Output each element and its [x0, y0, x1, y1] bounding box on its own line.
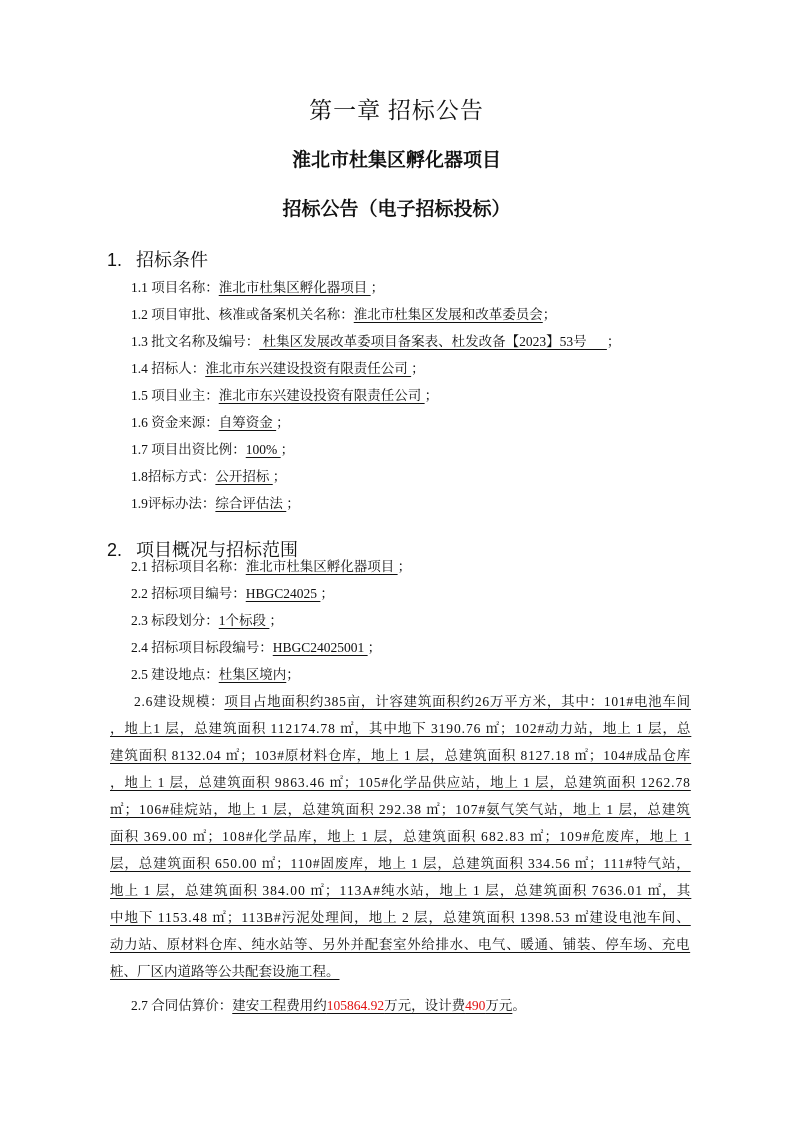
- scale-line: ，地上1 层，总建筑面积 112174.78 ㎡，其中地下 3190.76 ㎡；102#动力站，地上 1 层，总: [110, 721, 692, 736]
- item-1-2: [131, 306, 556, 324]
- item-value: 淮北市东兴建设投资有限责任公司: [205, 361, 412, 376]
- item-label: 1.6 资金来源：: [131, 415, 219, 430]
- item-1-4: [131, 360, 425, 378]
- item-label: 1.4 招标人：: [131, 361, 206, 376]
- scale-line: 地上 1 层，总建筑面积 384.00 ㎡；113A#纯水站，地上 1 层，总建筑面积 7636.01 ㎡，其: [110, 883, 692, 898]
- item-end: ；: [269, 613, 283, 628]
- item-1-9: [131, 495, 300, 513]
- item-end: ；: [424, 388, 439, 403]
- item-label: 2.7 合同估算价：: [131, 998, 233, 1013]
- item-label: 1.8招标方式：: [131, 469, 216, 484]
- item-value: 1个标段: [218, 613, 270, 628]
- price-unit: 万元: [485, 998, 513, 1013]
- item-2-1: [131, 558, 411, 576]
- item-end: ；: [370, 280, 385, 295]
- construction-cost-amount: 105864.92: [326, 998, 385, 1013]
- item-end: ；: [320, 586, 334, 601]
- section-1-number: 1.: [107, 250, 123, 270]
- item-1-8: [131, 468, 286, 486]
- item-value: HBGC24025: [245, 586, 321, 601]
- item-label: 2.2 招标项目编号：: [131, 586, 246, 601]
- scale-line: 面积 369.00 ㎡；108#化学品库，地上 1 层，总建筑面积 682.83 ㎡；109#危废库，地上 1: [110, 829, 692, 844]
- item-end: ；: [606, 334, 621, 349]
- item-1-5: [131, 387, 438, 405]
- scale-line: [134, 693, 691, 711]
- item-value: 淮北市杜集区孵化器项目: [245, 559, 398, 574]
- scale-line: 层，总建筑面积 650.00 ㎡；110#固废库，地上 1 层，总建筑面积 334.56 ㎡；111#特气站，: [110, 856, 691, 871]
- chapter-title: 第一章 招标公告: [309, 98, 484, 123]
- item-2-2: [131, 585, 334, 603]
- item-1-6: [131, 414, 290, 432]
- scale-label: 2.6建设规模：: [134, 694, 225, 709]
- price-unit: 万元，设计费: [384, 998, 466, 1013]
- item-end: ；: [411, 361, 425, 376]
- item-end: ；: [397, 559, 412, 574]
- project-title: 淮北市杜集区孵化器项目: [291, 150, 501, 171]
- section-1-heading: [107, 246, 208, 272]
- scale-text: 项目占地面积约385亩，计容建筑面积约26万平方米，其中：101#电池车间: [224, 694, 691, 709]
- item-1-7: [131, 441, 294, 459]
- item-end: ；: [272, 469, 287, 484]
- item-label: 1.7 项目出资比例：: [131, 442, 246, 457]
- item-value: 淮北市杜集区发展和改革委员会: [353, 307, 543, 322]
- item-1-1: [131, 279, 384, 297]
- scale-line: ，地上 1 层，总建筑面积 9863.46 ㎡；105#化学品供应站，地上 1 层，总建筑面积 1262.78: [110, 775, 691, 790]
- price-prefix: 建安工程费用约: [232, 998, 327, 1013]
- item-label: 1.1 项目名称：: [131, 280, 219, 295]
- item-value: 淮北市东兴建设投资有限责任公司: [218, 388, 425, 403]
- item-value: 杜集区发展改革委项目备案表、杜发改备【2023】53号: [259, 334, 607, 349]
- item-2-7-contract-price: [131, 997, 526, 1015]
- scale-line: 中地下 1153.48 ㎡；113B#污泥处理间，地上 2 层，总建筑面积 1398.53 ㎡建设电池车间、: [110, 910, 691, 925]
- item-value: 自筹资金: [218, 415, 277, 430]
- item-end: ；: [276, 415, 290, 430]
- item-value: 100%: [245, 442, 281, 457]
- item-end: 。: [512, 998, 526, 1013]
- item-value: 公开招标: [215, 469, 273, 484]
- section-2-title: 项目概况与招标范围: [136, 540, 298, 560]
- design-fee-amount: 490: [465, 998, 486, 1013]
- item-end: ；: [542, 307, 557, 322]
- price-value: [232, 998, 512, 1013]
- item-label: 1.5 项目业主：: [131, 388, 219, 403]
- section-1-title: 招标条件: [136, 250, 208, 270]
- item-end: ；: [280, 442, 295, 457]
- item-label: 1.3 批文名称及编号：: [131, 334, 260, 349]
- item-label: 1.9评标办法：: [131, 496, 216, 511]
- item-end: ；: [286, 667, 300, 682]
- item-value: 综合评估法: [215, 496, 287, 511]
- item-end: ；: [286, 496, 300, 511]
- item-label: 2.1 招标项目名称：: [131, 559, 246, 574]
- section-2-number: 2.: [107, 540, 123, 560]
- item-label: 2.3 标段划分：: [131, 613, 219, 628]
- scale-line: 动力站、原材料仓库、纯水站等、另外并配套室外给排水、电气、暖通、铺装、停车场、充电: [110, 937, 691, 952]
- item-end: ；: [367, 640, 382, 655]
- item-1-3: [131, 333, 620, 351]
- item-2-4: [131, 639, 381, 657]
- scale-line: 建筑面积 8132.04 ㎡；103#原材料仓库，地上 1 层，总建筑面积 8127.18 ㎡；104#成品仓库: [110, 748, 692, 763]
- item-label: 1.2 项目审批、核准或备案机关名称：: [131, 307, 354, 322]
- item-label: 2.5 建设地点：: [131, 667, 219, 682]
- notice-title: 招标公告（电子招标投标）: [282, 199, 511, 220]
- item-value: HBGC24025001: [272, 640, 368, 655]
- scale-line: ㎡；106#硅烷站，地上 1 层，总建筑面积 292.38 ㎡；107#氨气笑气站，地上 1 层，总建筑: [110, 802, 691, 817]
- item-label: 2.4 招标项目标段编号：: [131, 640, 273, 655]
- item-value: 淮北市杜集区孵化器项目: [218, 280, 371, 295]
- scale-line: 桩、厂区内道路等公共配套设施工程。: [110, 964, 340, 979]
- item-value: 杜集区境内: [218, 667, 287, 682]
- item-2-3: [131, 612, 283, 630]
- item-2-5: [131, 666, 300, 684]
